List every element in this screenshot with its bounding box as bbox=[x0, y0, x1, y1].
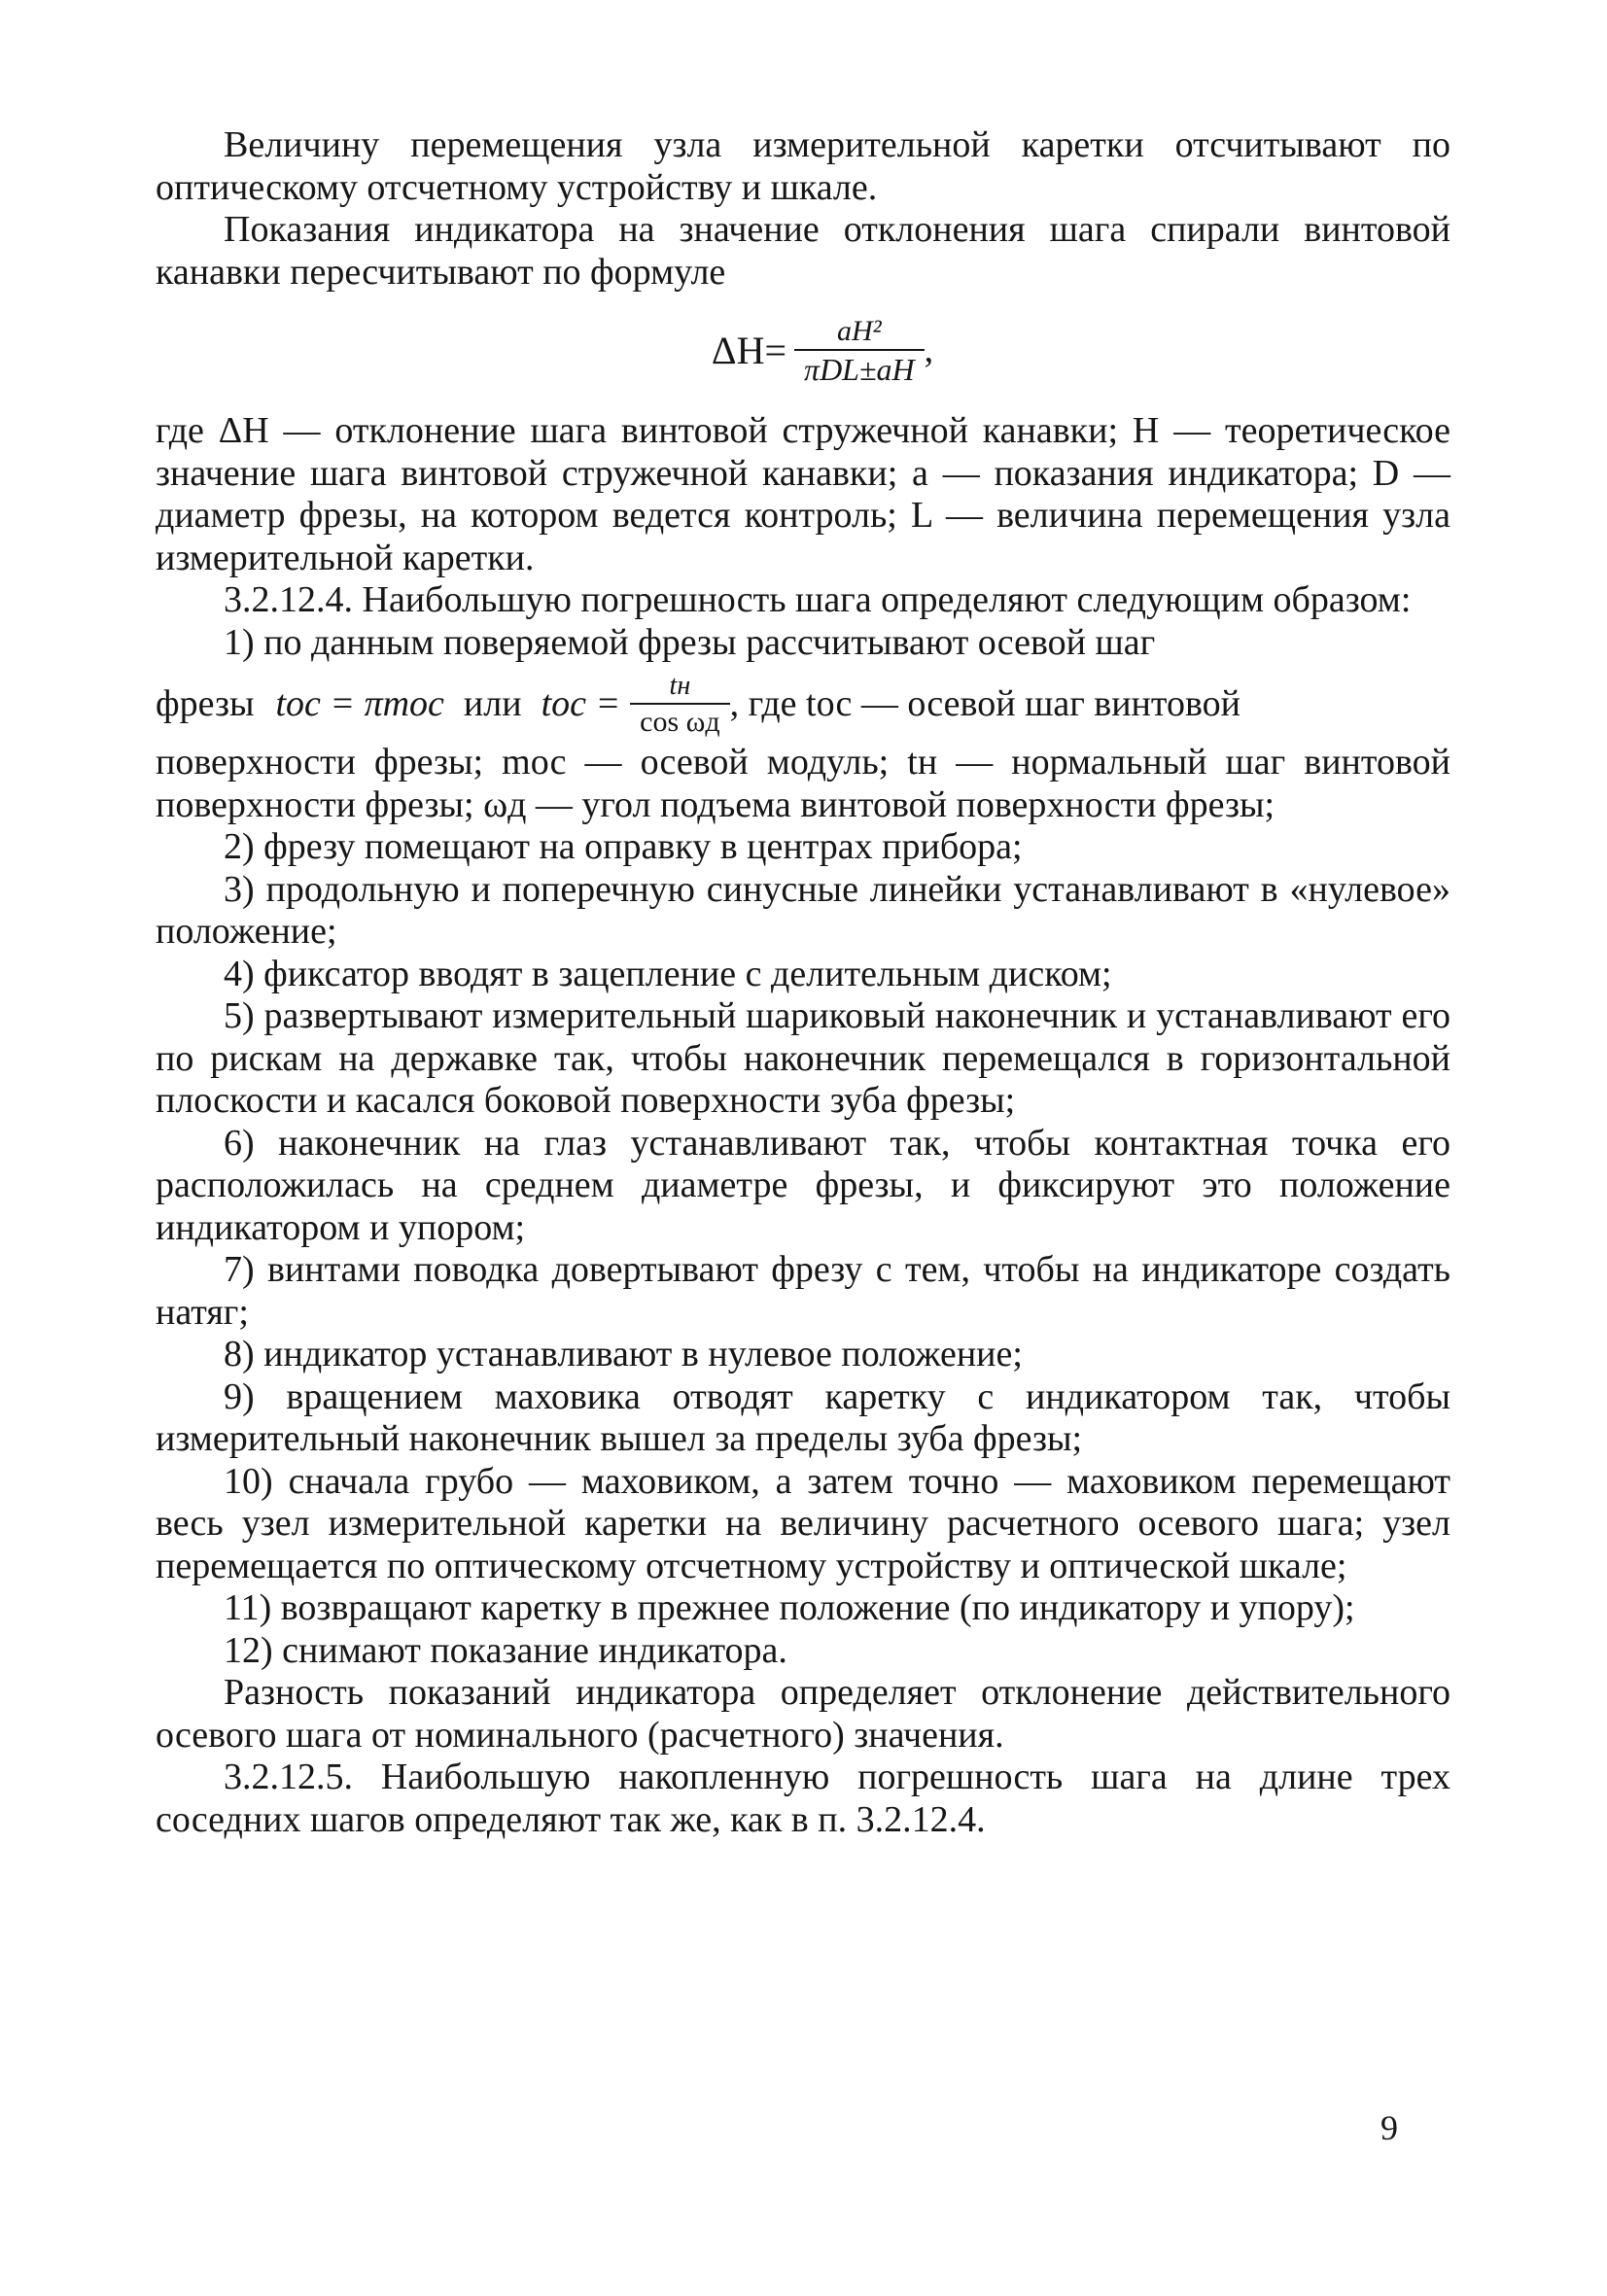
step-item: 6) наконечник на глаз устанавливают так, чтобы контактная точка его расположилась на среднем диаметре фрезы, и фиксируют это положение индикатором и упором; bbox=[156, 1122, 1450, 1248]
formula-trail: , bbox=[924, 330, 934, 371]
formula-numerator: aH² bbox=[837, 315, 882, 347]
formula-lhs: ΔH= bbox=[711, 329, 787, 373]
step-item: 5) развертывают измерительный шариковый наконечник и устанавливают его по рискам на державке так, чтобы наконечник перемещался в горизонтальной плоскости и касался боковой поверхности зуба фрезы; bbox=[156, 995, 1450, 1121]
step-item: 10) сначала грубо — маховиком, а затем точно — маховиком перемещают весь узел измерительной каретки на величину расчетного осевого шага; узел перемещается по оптическому отсчетному устройству и оптической шкале; bbox=[156, 1460, 1450, 1586]
step-item: 4) фиксатор вводят в зацепление с делительным диском; bbox=[224, 953, 1112, 994]
frezy-denominator: cos ωд bbox=[630, 703, 730, 740]
step-item: 7) винтами поводка довертывают фрезу с тем, чтобы на индикаторе создать натяг; bbox=[156, 1249, 1450, 1333]
paragraph-where: где ΔH — отклонение шага винтовой стружечной канавки; H — теоретическое значение шага винтовой стружечной канавки; a — показания индикатора; D — диаметр фрезы, на котором ведется контроль; L — величина перемещения узла измерительной каретки. bbox=[156, 410, 1450, 578]
frezy-pre: фрезы bbox=[156, 683, 255, 725]
formula-delta-h bbox=[194, 297, 1450, 404]
paragraph-intro-2: Показания индикатора на значение отклонения шага спирали винтовой канавки пересчитывают по формуле bbox=[156, 209, 1450, 293]
frezy-eq2-lhs: tос = bbox=[541, 683, 621, 725]
step-1-head: 1) по данным поверяемой фрезы рассчитывают осевой шаг bbox=[224, 621, 1156, 663]
section-3-2-12-5: 3.2.12.5. Наибольшую накопленную погрешность шага на длине трех соседних шагов определяют так же, как в п. 3.2.12.4. bbox=[156, 1757, 1450, 1840]
step-item: 8) индикатор устанавливают в нулевое положение; bbox=[224, 1334, 1023, 1374]
frezy-fraction bbox=[630, 670, 730, 740]
page-number: 9 bbox=[1380, 2108, 1398, 2147]
formula-fraction bbox=[794, 314, 925, 388]
step-item: 2) фрезу помещают на оправку в центрах прибора; bbox=[224, 826, 1023, 867]
formula-denominator: πDL±aH bbox=[794, 349, 925, 388]
step-item: 12) снимают показание индикатора. bbox=[224, 1629, 787, 1671]
frezy-or: или bbox=[463, 683, 522, 725]
step-1-tail: поверхности фрезы; mос — осевой модуль; tн — нормальный шаг винтовой поверхности фрезы; ωд — угол подъема винтовой поверхности фрезы; bbox=[156, 742, 1450, 825]
frezy-eq1: tос = πmос bbox=[275, 683, 444, 725]
frezy-numerator: tн bbox=[669, 671, 691, 701]
paragraph-difference: Разность показаний индикатора определяет отклонение действительного осевого шага от номинального (расчетного) значения. bbox=[156, 1672, 1450, 1756]
axial-step-formula-line bbox=[156, 670, 1450, 740]
step-item: 11) возвращают каретку в прежнее положение (по индикатору и упору); bbox=[224, 1587, 1355, 1628]
section-3-2-12-4-intro: 3.2.12.4. Наибольшую погрешность шага определяют следующим образом: bbox=[224, 579, 1412, 620]
paragraph-intro-1: Величину перемещения узла измерительной каретки отсчитывают по оптическому отсчетному устройству и шкале. bbox=[156, 124, 1450, 208]
frezy-post: , где tос — осевой шаг винтовой bbox=[729, 683, 1241, 725]
step-item: 9) вращением маховика отводят каретку с индикатором так, чтобы измерительный наконечник вышел за пределы зуба фрезы; bbox=[156, 1375, 1450, 1459]
step-item: 3) продольную и поперечную синусные линейки устанавливают в «нулевое» положение; bbox=[156, 868, 1450, 952]
document-page bbox=[156, 124, 1450, 1841]
